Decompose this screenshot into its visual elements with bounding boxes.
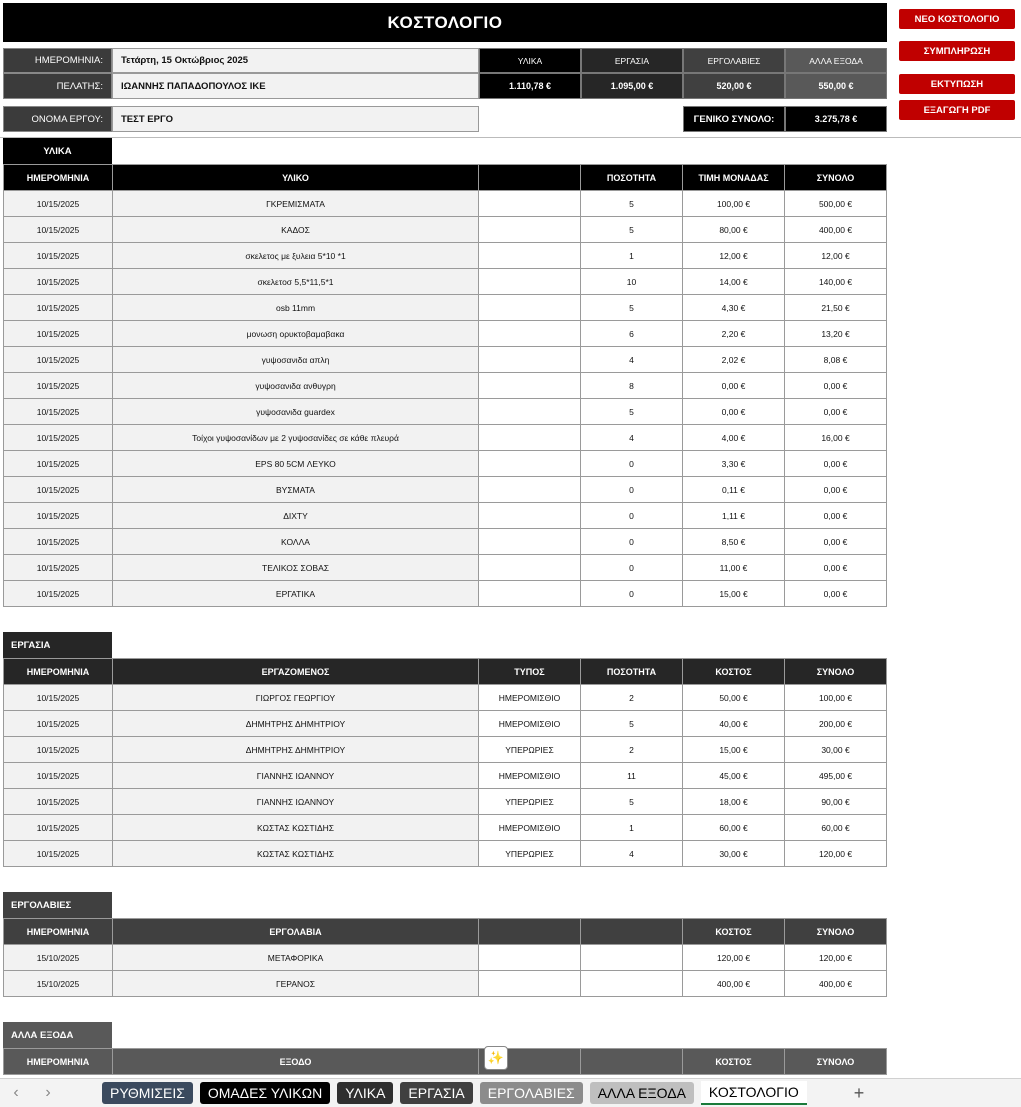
column-header — [581, 919, 683, 945]
summary-materials-label: ΥΛΙΚΑ — [479, 48, 581, 73]
table-cell[interactable]: 0 — [581, 503, 683, 529]
table-cell[interactable]: ΥΠΕΡΩΡΙΕΣ — [479, 841, 581, 867]
table-cell[interactable] — [479, 399, 581, 425]
table-cell[interactable]: 0,00 € — [683, 399, 785, 425]
table-cell[interactable]: 5 — [581, 711, 683, 737]
table-row[interactable] — [4, 685, 887, 711]
table-cell[interactable]: σκελετοσ 5,5*11,5*1 — [113, 269, 479, 295]
sheet-tab[interactable]: ΚΟΣΤΟΛΟΓΙΟ — [701, 1081, 807, 1105]
table-cell[interactable]: 18,00 € — [683, 789, 785, 815]
table-cell[interactable] — [479, 503, 581, 529]
labor-table — [3, 658, 887, 867]
table-cell[interactable]: 10/15/2025 — [4, 711, 113, 737]
table-cell[interactable]: 10/15/2025 — [4, 217, 113, 243]
table-cell[interactable]: 4 — [581, 425, 683, 451]
export-pdf-button[interactable]: ΕΞΑΓΩΓΗ PDF — [899, 100, 1015, 120]
sheet-tab[interactable]: ΕΡΓΟΛΑΒΙΕΣ — [480, 1082, 583, 1104]
summary-materials-value: 1.110,78 € — [479, 73, 581, 99]
table-cell[interactable]: 10/15/2025 — [4, 581, 113, 607]
table-cell[interactable]: 10/15/2025 — [4, 373, 113, 399]
table-cell[interactable]: 15,00 € — [683, 581, 785, 607]
table-cell[interactable]: 400,00 € — [785, 217, 887, 243]
table-cell[interactable] — [479, 295, 581, 321]
table-cell[interactable]: ΔΙΧΤΥ — [113, 503, 479, 529]
table-cell[interactable]: ΗΜΕΡΟΜΙΣΘΙΟ — [479, 763, 581, 789]
table-cell[interactable] — [479, 529, 581, 555]
table-cell[interactable] — [479, 321, 581, 347]
table-cell[interactable]: 10/15/2025 — [4, 321, 113, 347]
summary-contracts-value: 520,00 € — [683, 73, 785, 99]
table-cell[interactable]: 495,00 € — [785, 763, 887, 789]
column-header: ΠΟΣΟΤΗΤΑ — [581, 659, 683, 685]
table-cell[interactable]: 120,00 € — [683, 945, 785, 971]
table-cell[interactable]: 8,08 € — [785, 347, 887, 373]
table-cell[interactable]: ΚΑΔΟΣ — [113, 217, 479, 243]
table-cell[interactable] — [479, 971, 581, 997]
table-row[interactable] — [4, 789, 887, 815]
add-sheet-button[interactable]: + — [853, 1082, 865, 1103]
column-header: ΣΥΝΟΛΟ — [785, 1049, 887, 1075]
sheet-tabs-bar — [0, 1078, 1021, 1107]
other-section-title: ΑΛΛΑ ΕΞΟΔΑ — [3, 1022, 112, 1048]
column-header: ΕΞΟΔΟ — [113, 1049, 479, 1075]
table-cell[interactable] — [479, 191, 581, 217]
table-cell[interactable] — [479, 581, 581, 607]
labor-header-row — [4, 659, 887, 685]
table-cell[interactable]: 10/15/2025 — [4, 451, 113, 477]
table-cell[interactable]: 200,00 € — [785, 711, 887, 737]
table-cell[interactable]: ΗΜΕΡΟΜΙΣΘΙΟ — [479, 685, 581, 711]
table-row[interactable] — [4, 555, 887, 581]
column-header: ΠΟΣΟΤΗΤΑ — [581, 165, 683, 191]
table-cell[interactable]: 8,50 € — [683, 529, 785, 555]
table-row[interactable] — [4, 503, 887, 529]
column-header: ΚΟΣΤΟΣ — [683, 1049, 785, 1075]
table-cell[interactable]: 100,00 € — [683, 191, 785, 217]
table-row[interactable] — [4, 373, 887, 399]
table-row[interactable] — [4, 399, 887, 425]
table-cell[interactable]: ΥΠΕΡΩΡΙΕΣ — [479, 737, 581, 763]
table-cell[interactable]: 0 — [581, 451, 683, 477]
column-header — [581, 1049, 683, 1075]
table-cell[interactable]: σκελετος με ξυλεια 5*10 *1 — [113, 243, 479, 269]
table-cell[interactable]: 10/15/2025 — [4, 841, 113, 867]
table-cell[interactable]: 15/10/2025 — [4, 971, 113, 997]
column-header: ΣΥΝΟΛΟ — [785, 919, 887, 945]
table-cell[interactable]: ΥΠΕΡΩΡΙΕΣ — [479, 789, 581, 815]
table-cell[interactable]: 5 — [581, 789, 683, 815]
table-row[interactable] — [4, 841, 887, 867]
chevron-right-icon[interactable]: › — [45, 1084, 51, 1101]
table-cell[interactable]: Τοίχοι γυψοσανίδων με 2 γυψοσανίδες σε κάθε πλευρά — [113, 425, 479, 451]
table-cell[interactable]: 60,00 € — [683, 815, 785, 841]
table-cell[interactable]: 10/15/2025 — [4, 477, 113, 503]
summary-other-value: 550,00 € — [785, 73, 887, 99]
table-cell[interactable]: 3,30 € — [683, 451, 785, 477]
table-cell[interactable]: 2 — [581, 685, 683, 711]
summary-labor-label: ΕΡΓΑΣΙΑ — [581, 48, 683, 73]
table-cell[interactable]: 60,00 € — [785, 815, 887, 841]
table-cell[interactable]: 12,00 € — [785, 243, 887, 269]
summary-other-label: ΑΛΛΑ ΕΞΟΔΑ — [785, 48, 887, 73]
table-cell[interactable]: 5 — [581, 399, 683, 425]
table-cell[interactable]: 400,00 € — [785, 971, 887, 997]
table-cell[interactable]: 6 — [581, 321, 683, 347]
table-cell[interactable] — [479, 217, 581, 243]
column-header: ΣΥΝΟΛΟ — [785, 659, 887, 685]
table-row[interactable] — [4, 347, 887, 373]
sparkle-icon[interactable]: ✨ — [484, 1046, 508, 1070]
new-costing-button[interactable]: ΝΕΟ ΚΟΣΤΟΛΟΓΙΟ — [899, 9, 1015, 29]
table-row[interactable] — [4, 763, 887, 789]
table-cell[interactable]: 400,00 € — [683, 971, 785, 997]
table-cell[interactable] — [581, 971, 683, 997]
table-cell[interactable]: γυψοσανιδα guardex — [113, 399, 479, 425]
table-cell[interactable]: 0,00 € — [785, 503, 887, 529]
project-value[interactable]: ΤΕΣΤ ΕΡΓΟ — [112, 106, 479, 132]
table-cell[interactable]: 30,00 € — [683, 841, 785, 867]
page-title: ΚΟΣΤΟΛΟΓΙΟ — [3, 3, 887, 42]
table-cell[interactable]: 21,50 € — [785, 295, 887, 321]
table-cell[interactable] — [581, 945, 683, 971]
project-label: ΟΝΟΜΑ ΕΡΓΟΥ: — [3, 106, 112, 132]
table-cell[interactable]: 10/15/2025 — [4, 347, 113, 373]
table-cell[interactable]: 13,20 € — [785, 321, 887, 347]
summary-labor-value: 1.095,00 € — [581, 73, 683, 99]
table-cell[interactable]: 4 — [581, 841, 683, 867]
table-cell[interactable]: 5 — [581, 295, 683, 321]
client-label: ΠΕΛΑΤΗΣ: — [3, 73, 112, 99]
sheet-tab[interactable]: ΕΡΓΑΣΙΑ — [400, 1082, 472, 1104]
table-cell[interactable]: 0,00 € — [683, 373, 785, 399]
table-cell[interactable]: 0 — [581, 477, 683, 503]
table-cell[interactable]: γυψοσανιδα ανθυγρη — [113, 373, 479, 399]
table-cell[interactable] — [479, 477, 581, 503]
table-cell[interactable]: 0,00 € — [785, 373, 887, 399]
table-cell[interactable]: ΓΙΑΝΝΗΣ ΙΩΑΝΝΟΥ — [113, 789, 479, 815]
table-cell[interactable]: 0 — [581, 529, 683, 555]
other-header-row — [4, 1049, 887, 1075]
table-cell[interactable]: 1 — [581, 243, 683, 269]
table-cell[interactable]: 2,02 € — [683, 347, 785, 373]
table-cell[interactable]: 0,00 € — [785, 451, 887, 477]
table-cell[interactable]: 4 — [581, 347, 683, 373]
sheet-tab[interactable]: ΡΥΘΜΙΣΕΙΣ — [102, 1082, 193, 1104]
column-header: ΥΛΙΚΟ — [113, 165, 479, 191]
divider — [0, 137, 1021, 138]
table-cell[interactable]: ΓΙΑΝΝΗΣ ΙΩΑΝΝΟΥ — [113, 763, 479, 789]
table-cell[interactable]: 10/15/2025 — [4, 191, 113, 217]
table-cell[interactable]: 0 — [581, 581, 683, 607]
table-cell[interactable]: ΤΕΛΙΚΟΣ ΣΟΒΑΣ — [113, 555, 479, 581]
table-row[interactable] — [4, 971, 887, 997]
table-row[interactable] — [4, 425, 887, 451]
column-header: ΗΜΕΡΟΜΗΝΙΑ — [4, 919, 113, 945]
table-cell[interactable]: 10/15/2025 — [4, 243, 113, 269]
contracts-header-row — [4, 919, 887, 945]
chevron-left-icon[interactable]: ‹ — [13, 1084, 19, 1101]
column-header: ΤΥΠΟΣ — [479, 659, 581, 685]
table-cell[interactable]: 0 — [581, 555, 683, 581]
table-cell[interactable]: 16,00 € — [785, 425, 887, 451]
table-cell[interactable]: ΚΩΣΤΑΣ ΚΩΣΤΙΔΗΣ — [113, 841, 479, 867]
table-row[interactable] — [4, 737, 887, 763]
print-button[interactable]: ΕΚΤΥΠΩΣΗ — [899, 74, 1015, 94]
table-cell[interactable] — [479, 945, 581, 971]
table-cell[interactable]: 11 — [581, 763, 683, 789]
table-cell[interactable]: 10/15/2025 — [4, 685, 113, 711]
table-row[interactable] — [4, 945, 887, 971]
column-header — [479, 919, 581, 945]
date-label: ΗΜΕΡΟΜΗΝΙΑ: — [3, 48, 112, 73]
table-cell[interactable]: 4,30 € — [683, 295, 785, 321]
table-row[interactable] — [4, 191, 887, 217]
column-header: ΕΡΓΑΖΟΜΕΝΟΣ — [113, 659, 479, 685]
table-cell[interactable] — [479, 425, 581, 451]
table-cell[interactable]: ΚΩΣΤΑΣ ΚΩΣΤΙΔΗΣ — [113, 815, 479, 841]
table-cell[interactable]: 120,00 € — [785, 945, 887, 971]
table-cell[interactable]: 0,00 € — [785, 477, 887, 503]
column-header: ΚΟΣΤΟΣ — [683, 919, 785, 945]
labor-section-title: ΕΡΓΑΣΙΑ — [3, 632, 112, 658]
table-cell[interactable] — [479, 347, 581, 373]
table-cell[interactable]: 500,00 € — [785, 191, 887, 217]
column-header: ΗΜΕΡΟΜΗΝΙΑ — [4, 165, 113, 191]
table-cell[interactable]: 10/15/2025 — [4, 425, 113, 451]
sheet-tab[interactable]: ΟΜΑΔΕΣ ΥΛΙΚΩΝ — [200, 1082, 330, 1104]
table-cell[interactable]: 50,00 € — [683, 685, 785, 711]
other-expenses-table — [3, 1048, 887, 1075]
date-value[interactable]: Τετάρτη, 15 Οκτώβριος 2025 — [112, 48, 479, 73]
sheet-tab[interactable]: ΑΛΛΑ ΕΞΟΔΑ — [590, 1082, 694, 1104]
table-cell[interactable]: 10/15/2025 — [4, 295, 113, 321]
column-header — [479, 165, 581, 191]
table-cell[interactable]: 10/15/2025 — [4, 503, 113, 529]
table-cell[interactable]: ΗΜΕΡΟΜΙΣΘΙΟ — [479, 711, 581, 737]
table-row[interactable] — [4, 295, 887, 321]
table-cell[interactable] — [479, 243, 581, 269]
grand-total-label: ΓΕΝΙΚΟ ΣΥΝΟΛΟ: — [683, 106, 785, 132]
table-cell[interactable]: μονωση ορυκτοβαμαβακα — [113, 321, 479, 347]
column-header: ΗΜΕΡΟΜΗΝΙΑ — [4, 659, 113, 685]
table-cell[interactable]: osb 11mm — [113, 295, 479, 321]
table-cell[interactable]: 2,20 € — [683, 321, 785, 347]
fill-button[interactable]: ΣΥΜΠΛΗΡΩΣΗ — [899, 41, 1015, 61]
table-cell[interactable]: 14,00 € — [683, 269, 785, 295]
table-cell[interactable]: 5 — [581, 191, 683, 217]
table-cell[interactable]: ΗΜΕΡΟΜΙΣΘΙΟ — [479, 815, 581, 841]
table-cell[interactable]: 1 — [581, 815, 683, 841]
table-cell[interactable]: 1,11 € — [683, 503, 785, 529]
summary-contracts-label: ΕΡΓΟΛΑΒΙΕΣ — [683, 48, 785, 73]
table-cell[interactable]: 100,00 € — [785, 685, 887, 711]
table-cell[interactable]: 10/15/2025 — [4, 529, 113, 555]
table-row[interactable] — [4, 269, 887, 295]
table-cell[interactable] — [479, 555, 581, 581]
table-cell[interactable]: 11,00 € — [683, 555, 785, 581]
client-value[interactable]: ΙΩΑΝΝΗΣ ΠΑΠΑΔΟΠΟΥΛΟΣ ΙΚΕ — [112, 73, 479, 99]
table-cell[interactable]: 45,00 € — [683, 763, 785, 789]
table-cell[interactable]: ΔΗΜΗΤΡΗΣ ΔΗΜΗΤΡΙΟΥ — [113, 711, 479, 737]
materials-section-title: ΥΛΙΚΑ — [3, 138, 112, 164]
table-cell[interactable]: 30,00 € — [785, 737, 887, 763]
table-cell[interactable]: 0,00 € — [785, 581, 887, 607]
table-cell[interactable]: 10/15/2025 — [4, 555, 113, 581]
table-cell[interactable]: 8 — [581, 373, 683, 399]
table-cell[interactable] — [479, 269, 581, 295]
table-cell[interactable]: 0,00 € — [785, 529, 887, 555]
table-cell[interactable]: ΜΕΤΑΦΟΡΙΚΑ — [113, 945, 479, 971]
table-cell[interactable] — [479, 451, 581, 477]
table-row[interactable] — [4, 581, 887, 607]
table-cell[interactable]: 0,11 € — [683, 477, 785, 503]
table-cell[interactable]: 10/15/2025 — [4, 399, 113, 425]
table-cell[interactable]: 10/15/2025 — [4, 737, 113, 763]
table-cell[interactable]: 5 — [581, 217, 683, 243]
table-cell[interactable]: 12,00 € — [683, 243, 785, 269]
table-cell[interactable]: 10/15/2025 — [4, 269, 113, 295]
table-cell[interactable]: 15,00 € — [683, 737, 785, 763]
table-cell[interactable]: 140,00 € — [785, 269, 887, 295]
contracts-table — [3, 918, 887, 997]
column-header: ΗΜΕΡΟΜΗΝΙΑ — [4, 1049, 113, 1075]
table-cell[interactable]: 15/10/2025 — [4, 945, 113, 971]
materials-table — [3, 164, 887, 607]
table-row[interactable] — [4, 477, 887, 503]
table-row[interactable] — [4, 217, 887, 243]
grand-total-value: 3.275,78 € — [785, 106, 887, 132]
table-row[interactable] — [4, 529, 887, 555]
sheet-tab[interactable]: ΥΛΙΚΑ — [337, 1082, 393, 1104]
table-cell[interactable]: ΕΡΓΑΤΙΚΑ — [113, 581, 479, 607]
column-header: ΕΡΓΟΛΑΒΙΑ — [113, 919, 479, 945]
table-cell[interactable]: 10 — [581, 269, 683, 295]
table-cell[interactable] — [479, 373, 581, 399]
table-cell[interactable]: ΓΙΩΡΓΟΣ ΓΕΩΡΓΙΟΥ — [113, 685, 479, 711]
table-cell[interactable]: 4,00 € — [683, 425, 785, 451]
table-cell[interactable]: 120,00 € — [785, 841, 887, 867]
table-cell[interactable]: ΓΚΡΕΜΙΣΜΑΤΑ — [113, 191, 479, 217]
table-row[interactable] — [4, 243, 887, 269]
table-cell[interactable]: 10/15/2025 — [4, 763, 113, 789]
table-cell[interactable]: 10/15/2025 — [4, 789, 113, 815]
materials-header-row — [4, 165, 887, 191]
table-cell[interactable]: 2 — [581, 737, 683, 763]
table-cell[interactable]: ΔΗΜΗΤΡΗΣ ΔΗΜΗΤΡΙΟΥ — [113, 737, 479, 763]
column-header: ΤΙΜΗ ΜΟΝΑΔΑΣ — [683, 165, 785, 191]
table-cell[interactable]: 0,00 € — [785, 555, 887, 581]
column-header: ΚΟΣΤΟΣ — [683, 659, 785, 685]
table-cell[interactable]: 0,00 € — [785, 399, 887, 425]
table-cell[interactable]: 80,00 € — [683, 217, 785, 243]
table-cell[interactable]: ΚΟΛΛΑ — [113, 529, 479, 555]
table-cell[interactable]: γυψοσανιδα απλη — [113, 347, 479, 373]
table-cell[interactable]: 40,00 € — [683, 711, 785, 737]
table-row[interactable] — [4, 711, 887, 737]
table-row[interactable] — [4, 321, 887, 347]
table-cell[interactable]: EPS 80 5CM ΛΕΥΚΟ — [113, 451, 479, 477]
table-row[interactable] — [4, 815, 887, 841]
contracts-section-title: ΕΡΓΟΛΑΒΙΕΣ — [3, 892, 112, 918]
table-cell[interactable]: 10/15/2025 — [4, 815, 113, 841]
column-header: ΣΥΝΟΛΟ — [785, 165, 887, 191]
table-cell[interactable]: 90,00 € — [785, 789, 887, 815]
table-cell[interactable]: ΒΥΣΜΑΤΑ — [113, 477, 479, 503]
table-cell[interactable]: ΓΕΡΑΝΟΣ — [113, 971, 479, 997]
table-row[interactable] — [4, 451, 887, 477]
